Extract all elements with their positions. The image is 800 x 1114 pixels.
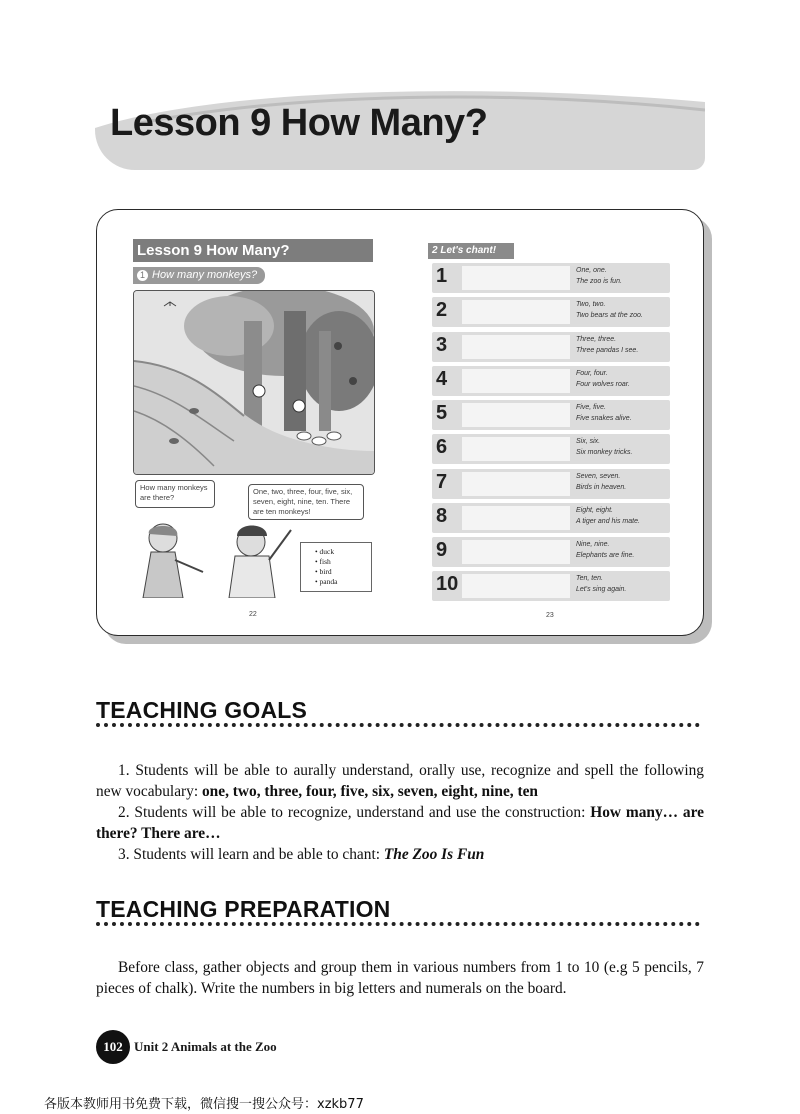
teaching-goals-heading: TEACHING GOALS	[96, 697, 308, 723]
chant-number: 9	[436, 539, 448, 561]
chant-row	[432, 400, 670, 430]
chant-line-2: Elephants are fine.	[576, 552, 635, 559]
section-number: 2	[432, 245, 438, 256]
animal-icons	[462, 540, 570, 564]
animal-icons	[462, 472, 570, 496]
unit-label: Unit 2 Animals at the Zoo	[134, 1039, 277, 1054]
chant-number: 7	[436, 471, 448, 493]
chant-line-1: Seven, seven.	[576, 473, 621, 480]
download-note: 各版本教师用书免费下载，微信搜一搜公众号：xzkb77	[44, 1097, 364, 1112]
right-page-number: 23	[546, 612, 554, 619]
chant-row	[432, 263, 670, 293]
word-item: • panda	[315, 577, 365, 587]
scene-drawing	[134, 291, 374, 474]
chant-row	[432, 297, 670, 327]
preparation-paragraph: Before class, gather objects and group them in various numbers from 1 to 10 (e.g 5 pencils, 7 pieces of chalk). Write the numbers in big letters and numerals on the board.	[96, 959, 704, 997]
chant-line-2: Birds in heaven.	[576, 484, 627, 491]
left-page-section	[133, 267, 265, 284]
page-number-badge: 102	[96, 1030, 130, 1064]
word-item: • fish	[315, 557, 365, 567]
forest-river-illustration	[133, 290, 375, 475]
chant-line-2: Four wolves roar.	[576, 381, 630, 388]
chant-row	[432, 332, 670, 362]
animal-icons	[462, 506, 570, 530]
animal-icons	[462, 574, 570, 598]
chant-row	[432, 537, 670, 567]
chant-row	[432, 469, 670, 499]
chant-line-1: One, one.	[576, 267, 607, 274]
lesson-title: Lesson 9 How Many?	[110, 102, 488, 144]
chant-line-1: Three, three.	[576, 336, 617, 343]
chant-number: 2	[436, 299, 448, 321]
chant-section-header	[428, 243, 514, 259]
animal-icons	[462, 403, 570, 427]
chant-number: 8	[436, 505, 448, 527]
teaching-preparation-text	[96, 957, 704, 999]
chant-number: 5	[436, 402, 448, 424]
chant-line-1: Six, six.	[576, 438, 601, 445]
chant-line-1: Nine, nine.	[576, 541, 610, 548]
goal-item-2: 2. Students will be able to recognize, understand and use the construction: How many… are there? There are…	[96, 804, 704, 842]
chant-row	[432, 571, 670, 601]
chant-line-2: Three pandas I see.	[576, 347, 639, 354]
chant-line-1: Ten, ten.	[576, 575, 603, 582]
animal-icons	[462, 335, 570, 359]
word-item: • duck	[315, 547, 365, 557]
section-divider	[96, 922, 700, 926]
animal-icons	[462, 300, 570, 324]
section-label: How many monkeys?	[152, 269, 258, 281]
chant-row	[432, 434, 670, 464]
chant-number: 4	[436, 368, 448, 390]
section-number: 1	[137, 270, 148, 281]
teaching-goals-list	[96, 760, 704, 865]
children-illustration	[133, 520, 303, 598]
chant-line-2: Two bears at the zoo.	[576, 312, 643, 319]
word-list-notepad	[300, 542, 372, 592]
chant-line-2: Let's sing again.	[576, 586, 627, 593]
chant-number: 6	[436, 436, 448, 458]
chant-number: 3	[436, 334, 448, 356]
chant-row	[432, 366, 670, 396]
animal-icons	[462, 369, 570, 393]
speech-bubble-answer: One, two, three, four, five, six, seven, eight, nine, ten. There are ten monkeys!	[248, 484, 364, 520]
chant-number: 10	[436, 573, 459, 595]
animal-icons	[462, 266, 570, 290]
animal-icons	[462, 437, 570, 461]
chant-line-1: Eight, eight.	[576, 507, 613, 514]
speech-bubble-question: How many monkeys are there?	[135, 480, 215, 508]
goal-item-3: 3. Students will learn and be able to chant: The Zoo Is Fun	[118, 846, 485, 863]
chant-line-1: Five, five.	[576, 404, 606, 411]
section-label: Let's chant!	[440, 245, 497, 256]
word-item: • bird	[315, 567, 365, 577]
chant-line-1: Four, four.	[576, 370, 608, 377]
chant-row	[432, 503, 670, 533]
chant-line-2: Six monkey tricks.	[576, 449, 633, 456]
teaching-preparation-heading: TEACHING PREPARATION	[96, 896, 391, 922]
left-page-number: 22	[249, 611, 257, 618]
chant-line-1: Two, two.	[576, 301, 606, 308]
left-page-title: Lesson 9 How Many?	[133, 239, 373, 262]
goal-item-1: 1. Students will be able to aurally understand, orally use, recognize and spell the following new vocabulary: one, two, three, four, five, six, seven, eight, nine, ten	[96, 762, 704, 800]
chant-line-2: Five snakes alive.	[576, 415, 632, 422]
chant-line-2: A tiger and his mate.	[576, 518, 640, 525]
section-divider	[96, 723, 700, 727]
chant-line-2: The zoo is fun.	[576, 278, 622, 285]
chant-number: 1	[436, 265, 448, 287]
